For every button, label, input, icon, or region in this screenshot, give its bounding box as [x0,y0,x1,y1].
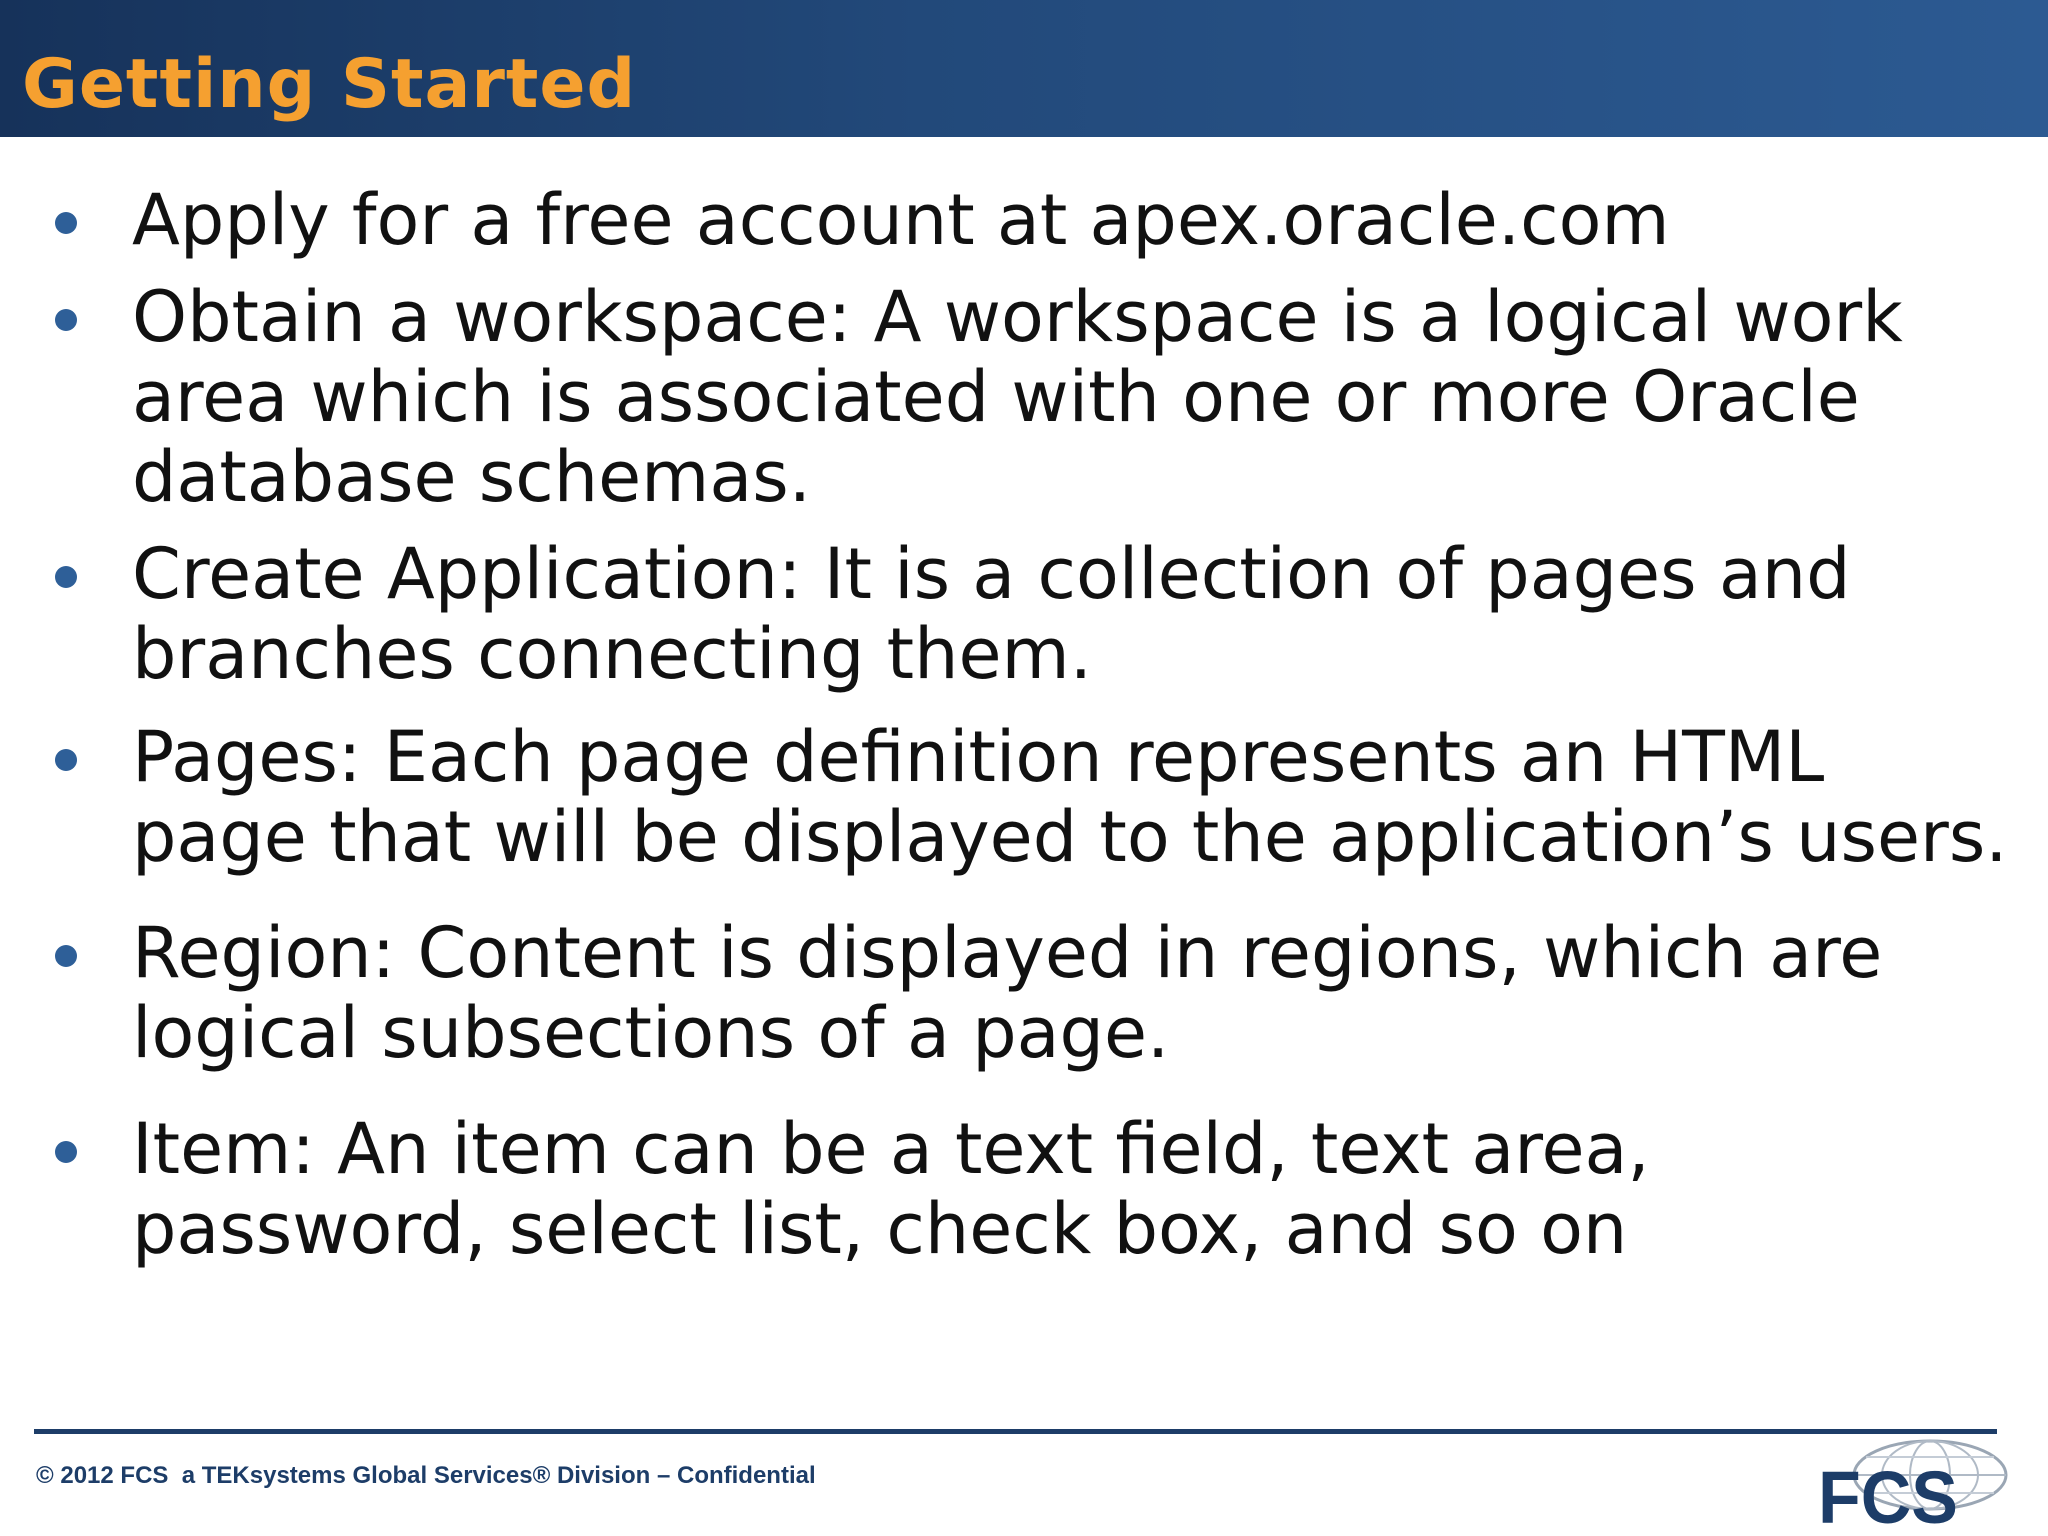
fcs-logo [1810,1435,2010,1535]
globe-icon [1810,1435,2010,1535]
bullet-text: Create Application: It is a collection of pages and branches connecting them. [132,533,1851,695]
bullet-text: Item: An item can be a text field, text area, password, select list, check box, and so on [132,1108,1650,1270]
footer-copyright: © 2012 FCS a TEKsystems Global Services® Division – Confidential [36,1462,816,1489]
bullet-dot-icon [55,1141,77,1163]
bullet-text: Obtain a workspace: A workspace is a logical work area which is associated with one or more Oracle database schemas. [132,276,1903,518]
title-bar [0,0,2048,137]
bullet-dot-icon [55,945,77,967]
bullet-dot-icon [55,309,77,331]
footer-divider [34,1429,1997,1434]
bullet-text: Region: Content is displayed in regions, which are logical subsections of a page. [132,912,1883,1074]
logo-text: FCS [1818,1456,1958,1535]
bullet-text: Pages: Each page definition represents an HTML page that will be displayed to the application’s users. [132,716,2008,878]
slide-title: Getting Started [22,45,637,124]
bullet-dot-icon [55,212,77,234]
bullet-dot-icon [55,566,77,588]
bullet-text: Apply for a free account at apex.oracle.com [132,179,1670,261]
bullet-dot-icon [55,749,77,771]
